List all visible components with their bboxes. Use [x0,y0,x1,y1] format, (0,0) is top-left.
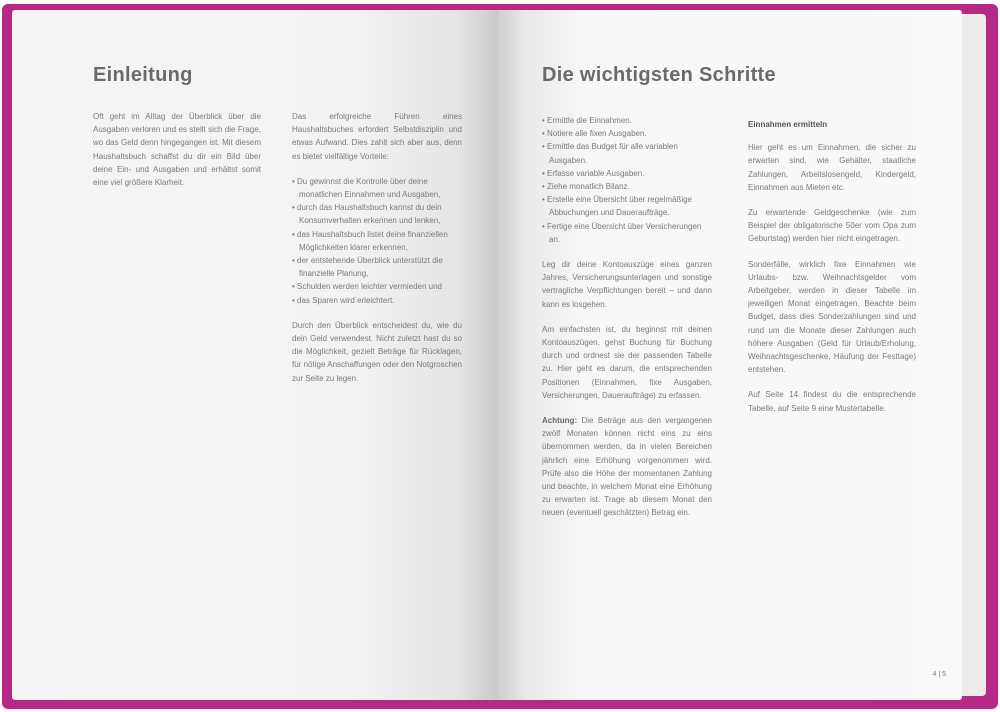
right-column-steps [542,114,712,532]
list-item: • Erstelle eine Übersicht über regelmäßige Abbuchungen und Daueraufträge. [542,193,712,219]
income-paragraph-4: Auf Seite 14 findest du die entsprechende Tabelle, auf Seite 9 eine Mustertabelle. [748,390,916,413]
intro-paragraph: Oft geht im Alltag der Überblick über die Ausgaben verloren und es stellt sich die Frage, wo das Geld denn hingegangen ist. Mit diesem Haushaltsbuch schaffst du dir ein Bild über deine Ein- und Ausgaben und erhältst somit eine viel größere Klarheit. [93,112,261,188]
warning-text: Die Beträge aus den vergangenen zwölf Monaten können nicht eins zu eins übernommen werden, da in vielen Bereichen jährlich eine Erhöhung vorgenommen wird. Prüfe also die Höhe der momentanen Zahlung und beachte, in welchem Monat eine Erhöhung zu erwarten ist. Trage ab diesem Monat den neuen (eventuell geschätzten) Betrag ein. [542,416,712,518]
list-item: • Ziehe monatlich Bilanz. [542,180,712,193]
left-column-benefits [292,110,462,397]
statements-paragraph: Am einfachsten ist, du beginnst mit deinen Kontoauszügen, gehst Buchung für Buchung durch und ordnest sie der passenden Tabelle zu. Hier geht es darum, die entsprechenden Positionen (Einnahmen, fixe Ausgaben, Versicherungen, Daueraufträge) zu erfassen. [542,324,712,400]
list-item: • Schulden werden leichter vermieden und [292,280,462,293]
left-page [12,10,498,700]
right-page-heading: Die wichtigsten Schritte [542,64,776,86]
page-number: 4 | 5 [932,671,946,678]
list-item: • Notiere alle fixen Ausgaben. [542,127,712,140]
list-item: • Ermittle die Einnahmen. [542,114,712,127]
left-page-heading: Einleitung [93,64,193,86]
income-paragraph-3: Sonderfälle, wirklich fixe Einnahmen wie Urlaubs- bzw. Weihnachtsgelder vom Arbeitgeber, werden in dieser Tabelle im jeweiligen Monat eingetragen. Beachte beim Budget, dass dies Sonderzahlungen sind und rund um die Monate dieser Zahlungen auch höhere Ausgaben (Geld für Urlaub/Erholung, Weihnachtsgeschenke, Häufung der Festtage) entstehen. [748,259,916,375]
list-item: • das Sparen wird erleichtert. [292,294,462,307]
left-column-intro [93,110,261,201]
warning-label: Achtung: [542,416,578,426]
income-paragraph-1: Hier geht es um Einnahmen, die sicher zu erwarten sind, wie Gehälter, staatliche Zahlungen, Arbeitslosengeld, Kindergeld, Einnahmen aus Mieten etc. [748,143,916,192]
steps-list [542,114,712,246]
benefits-closing: Durch den Überblick entscheidest du, wie du dein Geld verwendest. Nicht zuletzt hast du so die Möglichkeit, gezielt Beträge für Rücklagen, für nötige Anschaffungen oder den Notgroschen zur Seite zu legen. [292,320,462,383]
list-item: • der entstehende Überblick unterstützt die finanzielle Planung, [292,254,462,280]
page-edges [960,14,986,696]
list-item: • durch das Haushaltsbuch kannst du dein Konsumverhalten erkennen und lenken, [292,201,462,227]
list-item: • das Haushaltsbuch listet deine finanziellen Möglichkeiten klarer erkennen, [292,228,462,254]
list-item: • Fertige eine Übersicht über Versicherungen an. [542,220,712,246]
list-item: • Ermittle das Budget für alle variablen Ausgaben. [542,140,712,166]
list-item: • Erfasse variable Ausgaben. [542,167,712,180]
right-column-income [748,118,916,427]
benefits-list [292,175,462,307]
right-page [498,10,962,700]
documents-paragraph: Leg dir deine Kontoauszüge eines ganzen Jahres, Versicherungsunterlagen und sonstige vertragliche Verpflichtungen bereit – und dann kann es losgehen. [542,260,712,309]
benefits-intro: Das erfolgreiche Führen eines Haushaltsbuches erfordert Selbstdisziplin und etwas Aufwand. Dies zahlt sich aber aus, denn es bietet vielfältige Vorteile: [292,112,462,161]
list-item: • Du gewinnst die Kontrolle über deine monatlichen Einnahmen und Ausgaben, [292,175,462,201]
warning-paragraph [542,414,712,520]
income-paragraph-2: Zu erwartende Geldgeschenke (wie zum Beispiel der obligatorische 50er vom Opa zum Geburtstag) werden hier nicht eingetragen. [748,208,916,244]
income-subheading: Einnahmen ermitteln [748,120,828,129]
